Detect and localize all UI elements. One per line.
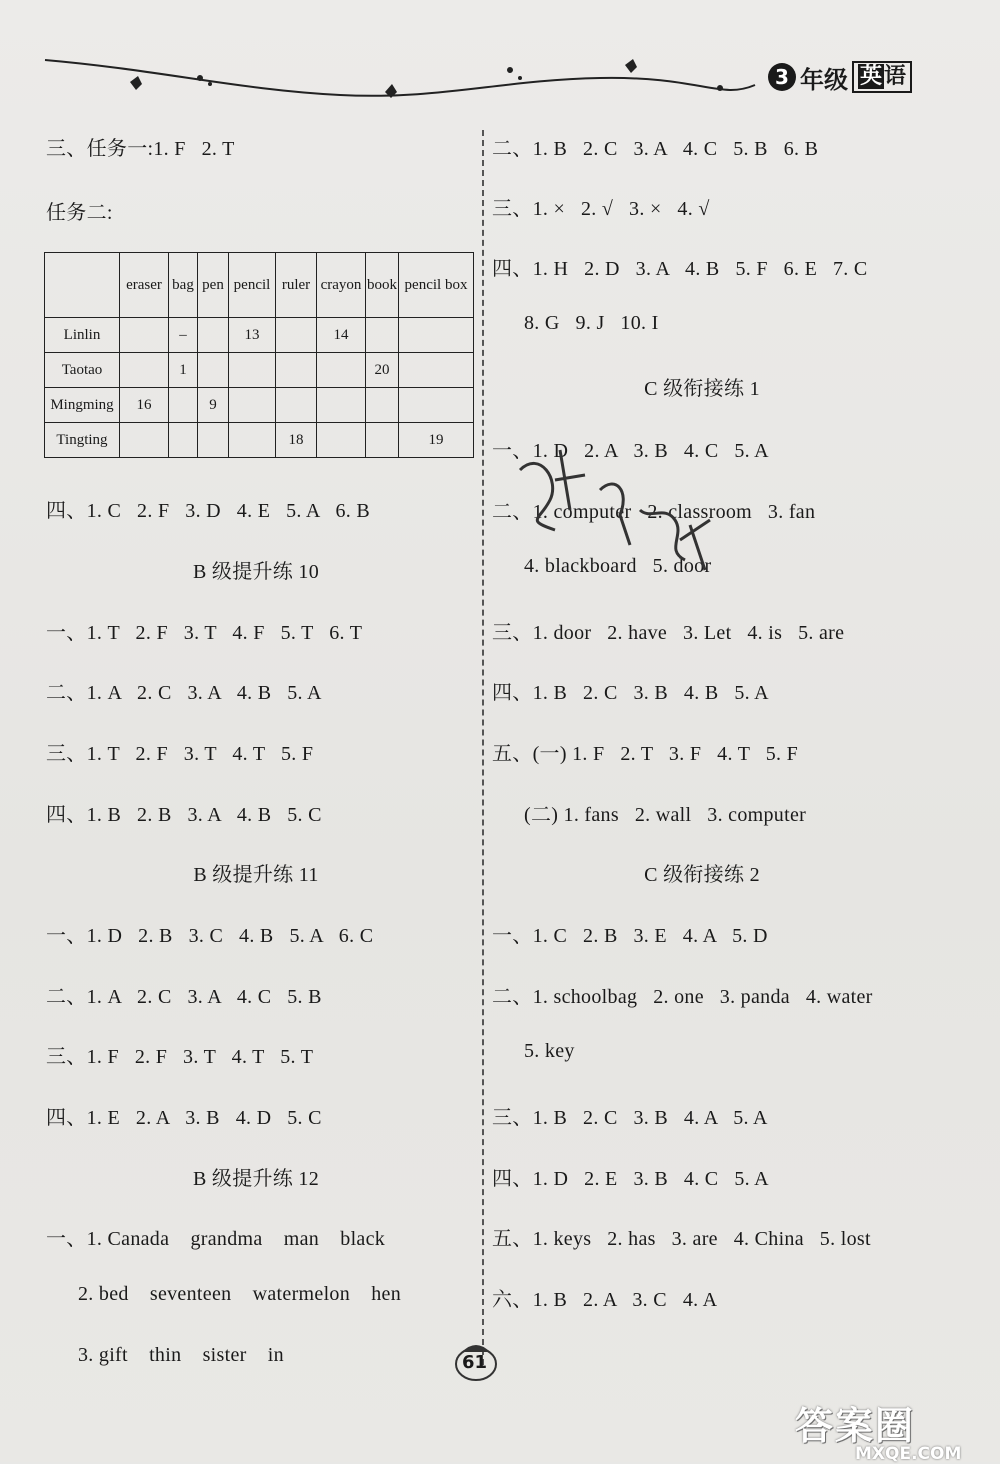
answer-table: [44, 252, 474, 458]
grade-subject-badge: [768, 60, 912, 94]
table-row: [45, 353, 474, 388]
right-line-8: 三、1. door 2. have 3. Let 4. is 5. are: [492, 622, 845, 644]
right-line-1: 二、1. B 2. C 3. A 4. C 5. B 6. B: [492, 138, 819, 160]
table-cell: [198, 353, 229, 388]
table-header-row: [45, 253, 474, 318]
table-header-cell: ruler: [276, 253, 317, 318]
right-line-3: 四、1. H 2. D 3. A 4. B 5. F 6. E 7. C: [492, 258, 868, 280]
left-line-3: 四、1. C 2. F 3. D 4. E 5. A 6. B: [46, 500, 370, 522]
right-line-16: 四、1. D 2. E 3. B 4. C 5. A: [492, 1168, 769, 1190]
left-line-10: 三、1. F 2. F 3. T 4. T 5. T: [46, 1046, 314, 1068]
column-divider: [482, 130, 484, 1365]
table-cell: [229, 423, 276, 458]
left-line-7: 四、1. B 2. B 3. A 4. B 5. C: [46, 804, 322, 826]
table-row: [45, 388, 474, 423]
left-line-4: 一、1. T 2. F 3. T 4. F 5. T 6. T: [46, 622, 363, 644]
left-line-13: 2. bed seventeen watermelon hen: [78, 1283, 402, 1305]
right-line-10: 五、(一) 1. F 2. T 3. F 4. T 5. F: [492, 743, 799, 765]
table-cell: [317, 423, 366, 458]
watermark: [795, 1395, 961, 1464]
table-cell: –: [169, 318, 198, 353]
left-line-2: 任务二:: [46, 202, 113, 224]
table-header-cell: [45, 253, 120, 318]
table-cell: [276, 318, 317, 353]
table-cell: 19: [399, 423, 474, 458]
right-line-7: 4. blackboard 5. door: [524, 555, 712, 577]
right-line-6: 二、1. computer 2. classroom 3. fan: [492, 501, 816, 523]
grade-label: 年级: [800, 65, 848, 94]
grade-number: 3: [768, 63, 796, 91]
watermark-url: MXQE.COM: [855, 1444, 962, 1464]
right-line-9: 四、1. B 2. C 3. B 4. B 5. A: [492, 682, 769, 704]
table-cell: Linlin: [45, 318, 120, 353]
table-cell: 14: [317, 318, 366, 353]
table-cell: [169, 388, 198, 423]
table-cell: 13: [229, 318, 276, 353]
table-cell: [120, 423, 169, 458]
table-cell: [198, 318, 229, 353]
table-row: [45, 318, 474, 353]
table-cell: [276, 353, 317, 388]
section-heading-b12: B 级提升练 12: [192, 1168, 320, 1190]
table-header-cell: pencil box: [399, 253, 474, 318]
table-header-cell: eraser: [120, 253, 169, 318]
table-cell: [229, 388, 276, 423]
left-line-5: 二、1. A 2. C 3. A 4. B 5. A: [46, 682, 322, 704]
table-header-cell: pencil: [229, 253, 276, 318]
right-line-11: (二) 1. fans 2. wall 3. computer: [524, 804, 807, 826]
table-cell: 16: [120, 388, 169, 423]
table-cell: [366, 423, 399, 458]
subject-label: [852, 61, 912, 93]
table-cell: [366, 318, 399, 353]
table-cell: Mingming: [45, 388, 120, 423]
table-cell: 9: [198, 388, 229, 423]
table-cell: [366, 388, 399, 423]
left-line-8: 一、1. D 2. B 3. C 4. B 5. A 6. C: [46, 925, 374, 947]
table-cell: Taotao: [45, 353, 120, 388]
table-cell: [317, 388, 366, 423]
right-line-2: 三、1. × 2. √ 3. × 4. √: [492, 198, 710, 220]
table-cell: [399, 318, 474, 353]
table-cell: [169, 423, 198, 458]
table-row: [45, 423, 474, 458]
right-line-15: 三、1. B 2. C 3. B 4. A 5. A: [492, 1107, 768, 1129]
left-line-14: 3. gift thin sister in: [78, 1344, 284, 1366]
left-line-9: 二、1. A 2. C 3. A 4. C 5. B: [46, 986, 322, 1008]
table-cell: Tingting: [45, 423, 120, 458]
left-line-12: 一、1. Canada grandma man black: [46, 1228, 386, 1250]
table-cell: [120, 318, 169, 353]
table-header-cell: pen: [198, 253, 229, 318]
table-cell: 1: [169, 353, 198, 388]
table-cell: [229, 353, 276, 388]
watermark-logo: 答案圈: [795, 1404, 916, 1448]
table-cell: [399, 353, 474, 388]
table-header-cell: book: [366, 253, 399, 318]
left-line-11: 四、1. E 2. A 3. B 4. D 5. C: [46, 1107, 322, 1129]
table-header-cell: crayon: [317, 253, 366, 318]
vine-ornament-icon: [40, 40, 760, 120]
section-heading-b11: B 级提升练 11: [193, 864, 319, 886]
table-cell: 20: [366, 353, 399, 388]
right-line-14: 5. key: [524, 1040, 575, 1062]
right-line-17: 五、1. keys 2. has 3. are 4. China 5. lost: [492, 1228, 871, 1250]
left-line-1: 三、任务一:1. F 2. T: [46, 138, 235, 160]
table-cell: [276, 388, 317, 423]
subject-part2: 语: [884, 64, 907, 89]
handwriting-scribble-icon: [500, 430, 760, 610]
section-heading-c1: C 级衔接练 1: [644, 378, 760, 400]
right-line-4: 8. G 9. J 10. I: [524, 312, 659, 334]
table-cell: [198, 423, 229, 458]
right-line-13: 二、1. schoolbag 2. one 3. panda 4. water: [492, 986, 873, 1008]
table-cell: 18: [276, 423, 317, 458]
table-cell: [399, 388, 474, 423]
right-line-12: 一、1. C 2. B 3. E 4. A 5. D: [492, 925, 768, 947]
table-header-cell: bag: [169, 253, 198, 318]
right-line-18: 六、1. B 2. A 3. C 4. A: [492, 1289, 718, 1311]
section-heading-b10: B 级提升练 10: [192, 561, 320, 583]
left-line-6: 三、1. T 2. F 3. T 4. T 5. F: [46, 743, 314, 765]
section-heading-c2: C 级衔接练 2: [644, 864, 760, 886]
table-cell: [317, 353, 366, 388]
right-line-5: 一、1. D 2. A 3. B 4. C 5. A: [492, 440, 769, 462]
table-cell: [120, 353, 169, 388]
page-number: 61: [462, 1352, 488, 1373]
subject-part1: 英: [860, 64, 883, 89]
